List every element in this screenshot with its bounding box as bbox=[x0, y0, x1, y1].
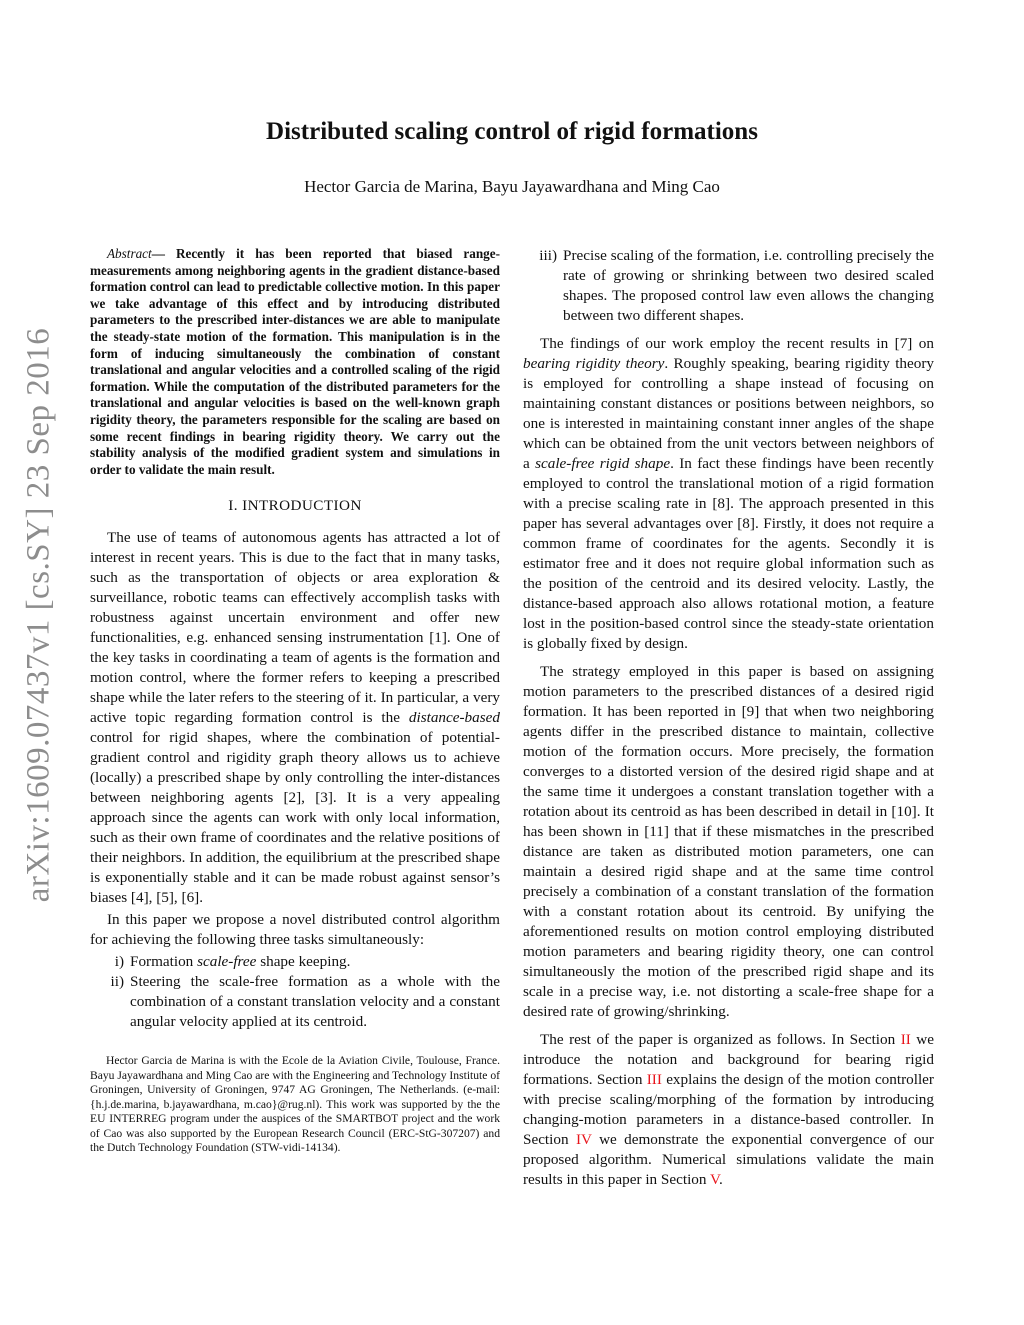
intro-paragraph-1: The use of teams of autonomous agents has attracted a lot of interest in recent years. This is due to the fact that in many tasks, such as the transportation of objects or area exploration & surveillance, robotic teams can effectively accomplish tasks with robustness against uncertain environment and offer new functionalities, e.g. enhanced sensing instrumentation [1]. One of the key tasks in coordinating a team of agents is the formation and motion control, where the former refers to keeping a prescribed shape while the later refers to the steering of it. In particular, a very active topic regarding formation control is the distance-based control for rigid shapes, where the combination of potential-gradient control and rigidity graph theory allows us to achieve (locally) a prescribed shape by only controlling the inter-distances between neighboring agents [2], [3]. It is a very appealing approach since the agents can work with only local information, such as their own frame of coordinates and the relative positions of their neighbors. In addition, the equilibrium at the prescribed shape is exponentially stable and it can be made robust against sensor’s biases [4], [5], [6]. bbox=[90, 529, 500, 907]
list-item-text: Steering the scale-free formation as a whole with the combination of a constant translation velocity and a constant angular velocity applied at its centroid. bbox=[130, 973, 500, 1031]
section-heading-introduction: I. INTRODUCTION bbox=[228, 497, 362, 515]
abstract-label: Abstract bbox=[107, 246, 152, 261]
intro-paragraph-2: In this paper we propose a novel distributed control algorithm for achieving the following three tasks simultaneously: bbox=[90, 911, 500, 949]
paper-authors: Hector Garcia de Marina, Bayu Jayawardhana and Ming Cao bbox=[304, 177, 720, 196]
emphasis-distance-based: distance-based bbox=[408, 709, 500, 727]
paper-title: Distributed scaling control of rigid formations bbox=[266, 118, 758, 145]
arxiv-identifier: arXiv:1609.07437v1 [cs.SY] 23 Sep 2016 bbox=[20, 327, 57, 903]
section-link-iv[interactable]: IV bbox=[575, 1131, 592, 1148]
intro-paragraph-4: The strategy employed in this paper is based on assigning motion parameters to the prescribed distances of a desired rigid formation. It has been reported in [9] that when two neighboring agents differ in the prescribed distance to maintain, collective motion of the formation occurs. More precisely, the formation converges to a distorted version of the desired rigid shape and at the same time it undergoes a constant translation together with a rotation about its centroid as has been described in detail in [10]. It has been shown in [11] that if these mismatches in the prescribed distance are taken as distributed motion parameters, one can maintain a desired rigid shape and at the same time control precisely a combination of a constant translation of the formation with a constant rotation about its centroid. By unifying the aforementioned results on motion control employing distributed motion parameters and bearing rigidity theory, one can control simultaneously the motion of the prescribed rigid shape and its scale in a precise way, i.e. not distorting a scale-free shape for a desired rate of growing/shrinking. bbox=[523, 663, 934, 1020]
list-item-number: ii) bbox=[110, 973, 124, 991]
section-link-iii[interactable]: III bbox=[646, 1071, 662, 1088]
list-item bbox=[523, 246, 934, 326]
abstract bbox=[90, 246, 500, 478]
left-column bbox=[90, 246, 500, 1156]
list-item bbox=[90, 972, 500, 1032]
list-item-text: Precise scaling of the formation, i.e. controlling precisely the rate of growing or shrinking between two desired scaled shapes. The proposed control law even allows the changing between two different shapes. bbox=[563, 247, 934, 324]
list-item-number: iii) bbox=[539, 247, 557, 264]
arxiv-stamp bbox=[14, 320, 64, 910]
list-item-text: Formation scale-free shape keeping. bbox=[130, 953, 351, 971]
intro-paragraph-5: The rest of the paper is organized as follows. In Section II we introduce the notation and background for bearing rigid formations. Section III explains the design of the motion controller with precise scaling/morphing of the formation by introducing changing-motion parameters in a distance-based controller. In Section IV we demonstrate the exponential convergence of our proposed algorithm. Numerical simulations validate the main results in this paper in Section V. bbox=[523, 1031, 934, 1188]
list-item bbox=[90, 952, 500, 972]
intro-paragraph-3: The findings of our work employ the recent results in [7] on bearing rigidity theory. Roughly speaking, bearing rigidity theory is employed for controlling a shape instead of focusing on maintaining constant distances or positions between neighbors, so one is interested in maintaining constant inner angles of the shape which can be obtained from the unit vectors between neighbors of a scale-free rigid shape. In fact these findings have been recently employed to control the translational motion of a rigid formation with a precise scaling rate in [8]. The approach presented in this paper has several advantages over [8]. Firstly, it does not require a common frame of coordinates for the agents. Secondly it is estimator free and it does not require global information such as the position of the centroid and its desired velocity. Lastly, the distance-based approach also allows rotational motion, a feature lost in the position-based control since the steady-state orientation is globally fixed by design. bbox=[523, 335, 934, 652]
author-footnote: Hector Garcia de Marina is with the Ecole de la Aviation Civile, Toulouse, France. Bayu Jayawardhana and Ming Cao are with the Engineering and Technology Institute of Groningen, University of Groningen, 9747 AG Groningen, The Netherlands. (e-mail: {h.j.de.marina, b.jayawardhana, m.cao}@rug.nl). This work was supported by the the EU INTERREG program under the auspices of the SMARTBOT project and the work of Cao was also supported by the European Research Council (ERC-StG-307207) and the Dutch Technology Foundation (STW-vidi-14134). bbox=[90, 1054, 500, 1155]
right-column bbox=[523, 246, 934, 1190]
abstract-text: — Recently it has been reported that biased range-measurements among neighboring agents in the gradient distance-based formation control can lead to predictable collective motion. In this paper we take advantage of this effect and by introducing distributed parameters to the prescribed inter-distances we are able to manipulate the steady-state motion of the formation. This manipulation is in the form of inducing simultaneously the combination of constant translational and angular velocities and a controlled scaling of the rigid formation. While the computation of the distributed parameters for the translational and angular velocities is based on the well-known graph rigidity theory, the parameters responsible for the scaling are based on some recent findings in bearing rigidity theory. We carry out the stability analysis of the modified gradient system and simulations in order to validate the main result. bbox=[90, 246, 500, 477]
section-link-v[interactable]: V bbox=[710, 1171, 720, 1188]
list-item-number: i) bbox=[114, 953, 124, 971]
section-link-ii[interactable]: II bbox=[900, 1031, 911, 1048]
